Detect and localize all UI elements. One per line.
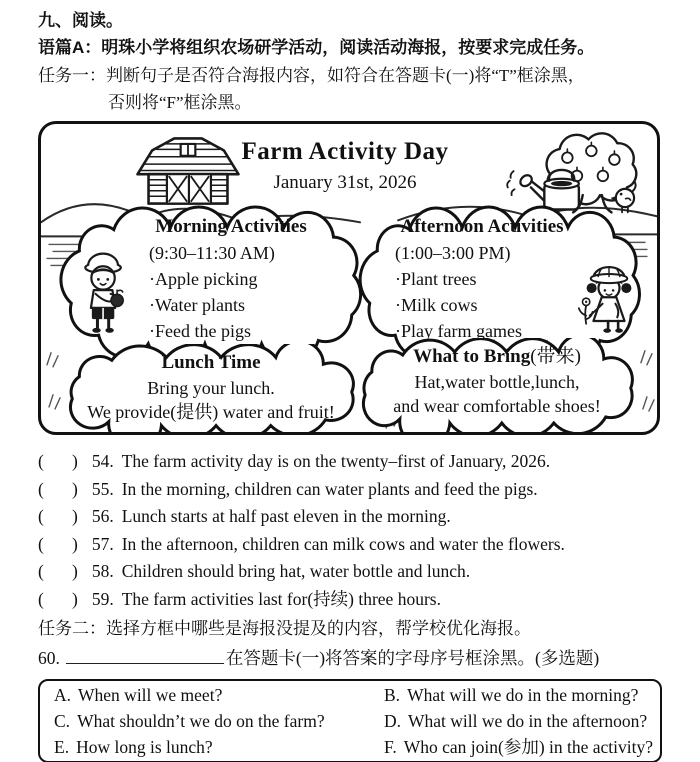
- question-number: 55.: [91, 478, 114, 499]
- option-c: [54, 709, 384, 734]
- bring-title: [353, 344, 641, 370]
- question-text: The farm activities last for(持续) three hours.: [121, 588, 441, 609]
- option-label: E.: [54, 736, 70, 757]
- answer-bracket-open: (: [38, 588, 44, 609]
- afternoon-item: ·Play farm games: [395, 321, 522, 341]
- answer-bracket-close: ): [72, 506, 78, 526]
- question-number: 57.: [91, 533, 114, 554]
- task1-label: 任务一：: [38, 66, 106, 85]
- question-number: 58.: [91, 561, 114, 581]
- question-row-57: [38, 531, 664, 559]
- lunch-line2: We provide(提供) water and fruit!: [87, 402, 335, 422]
- answer-bracket-open: (: [38, 478, 44, 499]
- option-text: What will we do in the afternoon?: [408, 710, 648, 731]
- option-text: Who can join(参加) in the activity?: [403, 736, 654, 757]
- afternoon-title: Afternoon Activities: [400, 216, 564, 237]
- morning-activities-text: [133, 214, 329, 344]
- morning-activities-bubble: [49, 204, 373, 364]
- task1-instruction-line2: 否则将“F”框涂黑。: [108, 93, 252, 112]
- option-text: What shouldn’t we do on the farm?: [77, 710, 325, 731]
- morning-item: ·Water plants: [149, 295, 246, 315]
- answer-bracket-open: (: [38, 561, 44, 581]
- true-false-questions: [38, 448, 664, 613]
- afternoon-item: ·Milk cows: [395, 295, 478, 315]
- question-text: Lunch starts at half past eleven in the morning.: [121, 506, 451, 526]
- boy-farmer-icon: [75, 246, 133, 338]
- question-row-55: [38, 476, 664, 504]
- task2-text: 选择方框中哪些是海报没提及的内容，帮学校优化海报。: [106, 619, 531, 638]
- question-row-58: [38, 558, 664, 586]
- question-text: In the afternoon, children can milk cows and water the flowers.: [121, 533, 565, 554]
- question-number: 54.: [91, 451, 114, 471]
- lunch-line1: Bring your lunch.: [147, 378, 275, 398]
- option-a: [54, 683, 384, 708]
- option-label: A.: [54, 684, 72, 705]
- task2-label: 任务二：: [38, 619, 106, 638]
- passage-text: 明珠小学将组织农场研学活动，阅读活动海报，按要求完成任务。: [101, 38, 595, 57]
- girl-planting-icon: [577, 252, 641, 348]
- answer-blank: [66, 647, 224, 665]
- question-60: [38, 642, 664, 674]
- option-b: [384, 683, 660, 708]
- question-row-54: [38, 448, 664, 476]
- bring-title-en: What to Bring: [413, 346, 531, 367]
- lunch-time-bubble: [49, 344, 373, 435]
- question-text: The farm activity day is on the twenty–first of January, 2026.: [121, 451, 551, 471]
- option-f: [384, 735, 660, 760]
- option-e: [54, 735, 384, 760]
- bring-title-cn: (带来): [530, 346, 581, 367]
- answer-bracket-open: (: [38, 506, 44, 526]
- farm-activity-poster: [38, 121, 660, 435]
- poster-header: [195, 136, 495, 196]
- question-row-56: [38, 503, 664, 531]
- answer-bracket-close: ): [72, 533, 78, 554]
- what-to-bring-text: [353, 344, 641, 418]
- task2-instruction: [38, 616, 664, 642]
- options-box: [38, 679, 662, 762]
- what-to-bring-bubble: [343, 338, 651, 435]
- morning-item: ·Feed the pigs: [149, 321, 251, 341]
- lunch-time-text: [59, 350, 363, 424]
- answer-bracket-close: ): [72, 451, 78, 471]
- morning-time: (9:30–11:30 AM): [149, 243, 275, 263]
- afternoon-time: (1:00–3:00 PM): [395, 243, 511, 263]
- answer-bracket-close: ): [72, 588, 78, 609]
- question-60-text: 在答题卡(一)将答案的字母序号框涂黑。(多选题): [225, 648, 600, 668]
- option-label: F.: [384, 736, 397, 757]
- poster-title: Farm Activity Day: [241, 138, 449, 165]
- option-label: B.: [384, 684, 401, 705]
- task1-text: 判断句子是否符合海报内容，如符合在答题卡(一)将“T”框涂黑，: [106, 66, 585, 85]
- option-label: C.: [54, 710, 71, 731]
- option-d: [384, 709, 660, 734]
- passage-label: 语篇A：: [38, 38, 102, 57]
- answer-bracket-close: ): [72, 478, 78, 499]
- bring-line1: Hat,water bottle,lunch,: [414, 372, 580, 392]
- option-text: When will we meet?: [78, 684, 223, 705]
- question-row-59: [38, 586, 664, 614]
- question-number: 59.: [91, 588, 114, 609]
- afternoon-item: ·Plant trees: [395, 269, 477, 289]
- morning-title: Morning Activities: [155, 216, 307, 237]
- task1-instruction: [38, 62, 664, 89]
- section-heading: 九、阅读。: [38, 11, 123, 30]
- bring-line2: and wear comfortable shoes!: [393, 396, 601, 416]
- option-label: D.: [384, 710, 402, 731]
- question-text: In the morning, children can water plants and feed the pigs.: [121, 478, 538, 499]
- lunch-title: Lunch Time: [161, 352, 261, 373]
- option-text: How long is lunch?: [76, 736, 213, 757]
- option-text: What will we do in the morning?: [407, 684, 639, 705]
- answer-bracket-open: (: [38, 451, 44, 471]
- passage-intro: [38, 34, 664, 62]
- poster-date: January 31st, 2026: [273, 172, 417, 193]
- afternoon-activities-text: [379, 214, 585, 344]
- question-60-number: 60.: [38, 648, 60, 668]
- question-text: Children should bring hat, water bottle and lunch.: [121, 561, 471, 581]
- question-number: 56.: [91, 506, 114, 526]
- morning-item: ·Apple picking: [149, 269, 258, 289]
- answer-bracket-open: (: [38, 533, 44, 554]
- answer-bracket-close: ): [72, 561, 78, 581]
